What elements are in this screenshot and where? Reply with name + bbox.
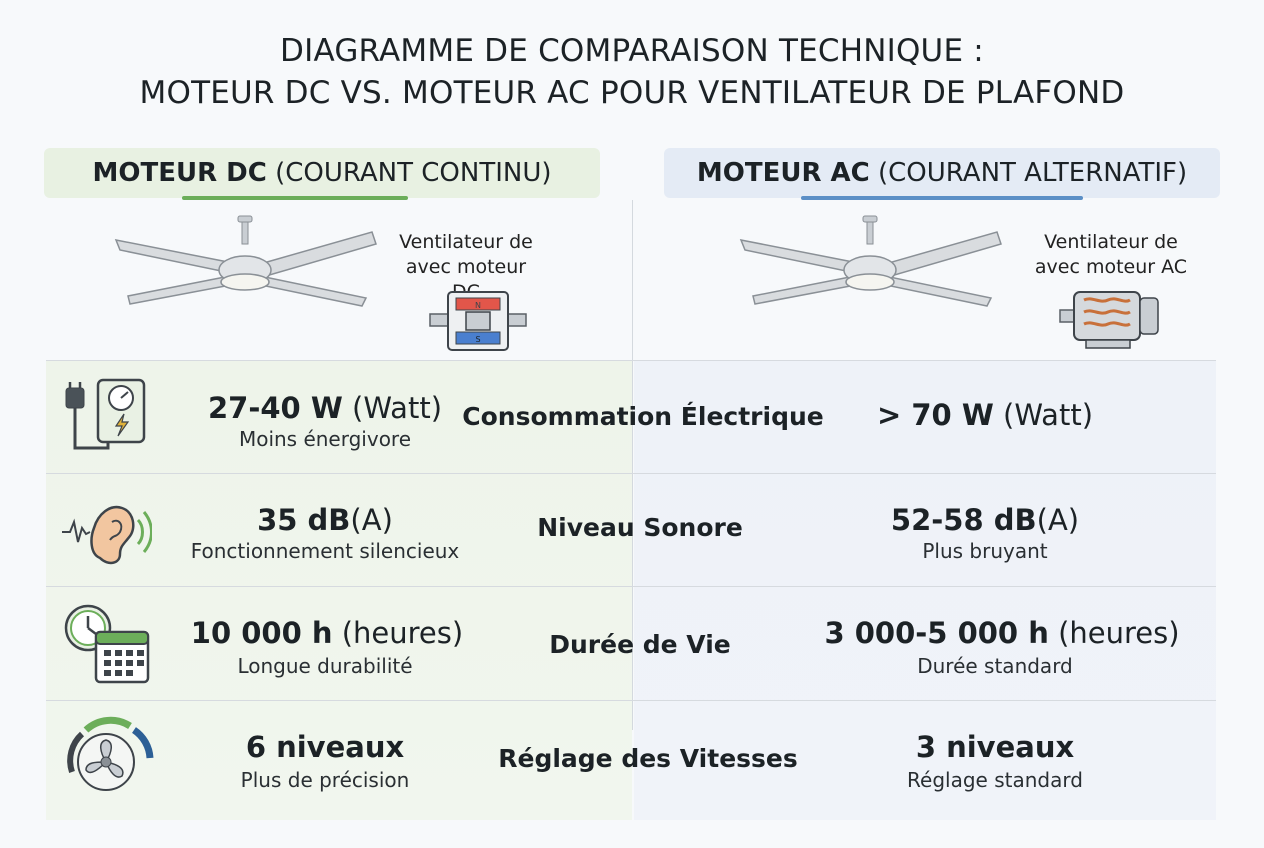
dc-power-value bbox=[170, 391, 480, 425]
dc-noise-sub: Fonctionnement silencieux bbox=[190, 539, 460, 563]
dc-speed-value bbox=[170, 730, 480, 764]
row-separator bbox=[46, 473, 1216, 474]
ac-speed-sub: Réglage standard bbox=[907, 768, 1083, 792]
ac-header-rest: (COURANT ALTERNATIF) bbox=[878, 158, 1188, 188]
svg-text:N: N bbox=[475, 301, 481, 310]
ac-speed-value bbox=[840, 730, 1150, 764]
ear-sound-icon bbox=[60, 494, 152, 568]
ac-fan-caption bbox=[1022, 230, 1200, 280]
ac-lifespan-sub: Durée standard bbox=[917, 654, 1073, 678]
ac-header-underline bbox=[801, 196, 1083, 200]
ac-caption-line-1: Ventilateur de bbox=[1044, 231, 1178, 253]
ac-ceiling-fan-icon bbox=[735, 210, 1005, 310]
svg-text:S: S bbox=[475, 335, 481, 344]
power-meter-icon bbox=[58, 374, 150, 460]
dc-ceiling-fan-icon bbox=[110, 210, 380, 310]
dc-lifespan-unit: (heures) bbox=[341, 616, 464, 650]
dc-caption-line-1: Ventilateur de bbox=[399, 231, 533, 253]
ac-noise-sub: Plus bruyant bbox=[922, 539, 1048, 563]
row-separator bbox=[46, 700, 1216, 701]
ac-speed-bold: 3 niveaux bbox=[915, 730, 1075, 764]
ac-lifespan-bold: 3 000-5 000 h bbox=[824, 616, 1049, 650]
ac-power-bold: > 70 W bbox=[876, 398, 994, 432]
ac-noise-bold: 52-58 dB bbox=[890, 503, 1037, 537]
row-separator bbox=[46, 586, 1216, 587]
criterion-power: Consommation Électrique bbox=[462, 402, 824, 431]
dc-speed-sub: Plus de précision bbox=[240, 768, 410, 792]
dc-noise-value bbox=[170, 503, 480, 537]
diagram-title bbox=[0, 30, 1264, 114]
dc-noise-unit: (A) bbox=[350, 503, 393, 537]
ac-lifespan-unit: (heures) bbox=[1058, 616, 1180, 650]
criterion-noise: Niveau Sonore bbox=[537, 513, 743, 542]
ac-power-value bbox=[830, 398, 1140, 432]
dc-power-unit: (Watt) bbox=[352, 391, 443, 425]
ac-lifespan-value bbox=[800, 616, 1204, 650]
dc-caption-line-2: avec moteur bbox=[405, 256, 527, 278]
title-line-2: MOTEUR DC VS. MOTEUR AC POUR VENTILATEUR DE PLAFOND bbox=[139, 75, 1125, 111]
dc-motor-icon bbox=[428, 290, 528, 352]
ac-column-header bbox=[664, 148, 1220, 198]
dc-header-bold: MOTEUR DC bbox=[92, 158, 267, 188]
row-separator bbox=[46, 360, 1216, 361]
ac-motor-icon bbox=[1058, 282, 1162, 354]
fan-speed-gauge-icon bbox=[60, 714, 156, 800]
criterion-lifespan: Durée de Vie bbox=[549, 630, 731, 659]
criterion-speed: Réglage des Vitesses bbox=[498, 744, 798, 773]
ac-noise-unit: (A) bbox=[1036, 503, 1080, 537]
ac-power-unit: (Watt) bbox=[1003, 398, 1094, 432]
ac-caption-line-2: avec moteur AC bbox=[1034, 256, 1188, 278]
dc-speed-bold: 6 niveaux bbox=[245, 730, 405, 764]
dc-header-underline bbox=[182, 196, 408, 200]
clock-calendar-icon bbox=[62, 602, 152, 686]
dc-noise-bold: 35 dB bbox=[257, 503, 351, 537]
ac-header-bold: MOTEUR AC bbox=[696, 158, 870, 188]
dc-lifespan-value bbox=[150, 616, 504, 650]
ac-noise-value bbox=[830, 503, 1140, 537]
dc-power-bold: 27-40 W bbox=[207, 391, 343, 425]
dc-lifespan-sub: Longue durabilité bbox=[237, 654, 413, 678]
dc-power-sub: Moins énergivore bbox=[238, 427, 412, 451]
dc-lifespan-bold: 10 000 h bbox=[190, 616, 333, 650]
dc-column-header bbox=[44, 148, 600, 198]
dc-header-rest: (COURANT CONTINU) bbox=[275, 158, 552, 188]
title-line-1: DIAGRAMME DE COMPARAISON TECHNIQUE : bbox=[280, 33, 984, 69]
